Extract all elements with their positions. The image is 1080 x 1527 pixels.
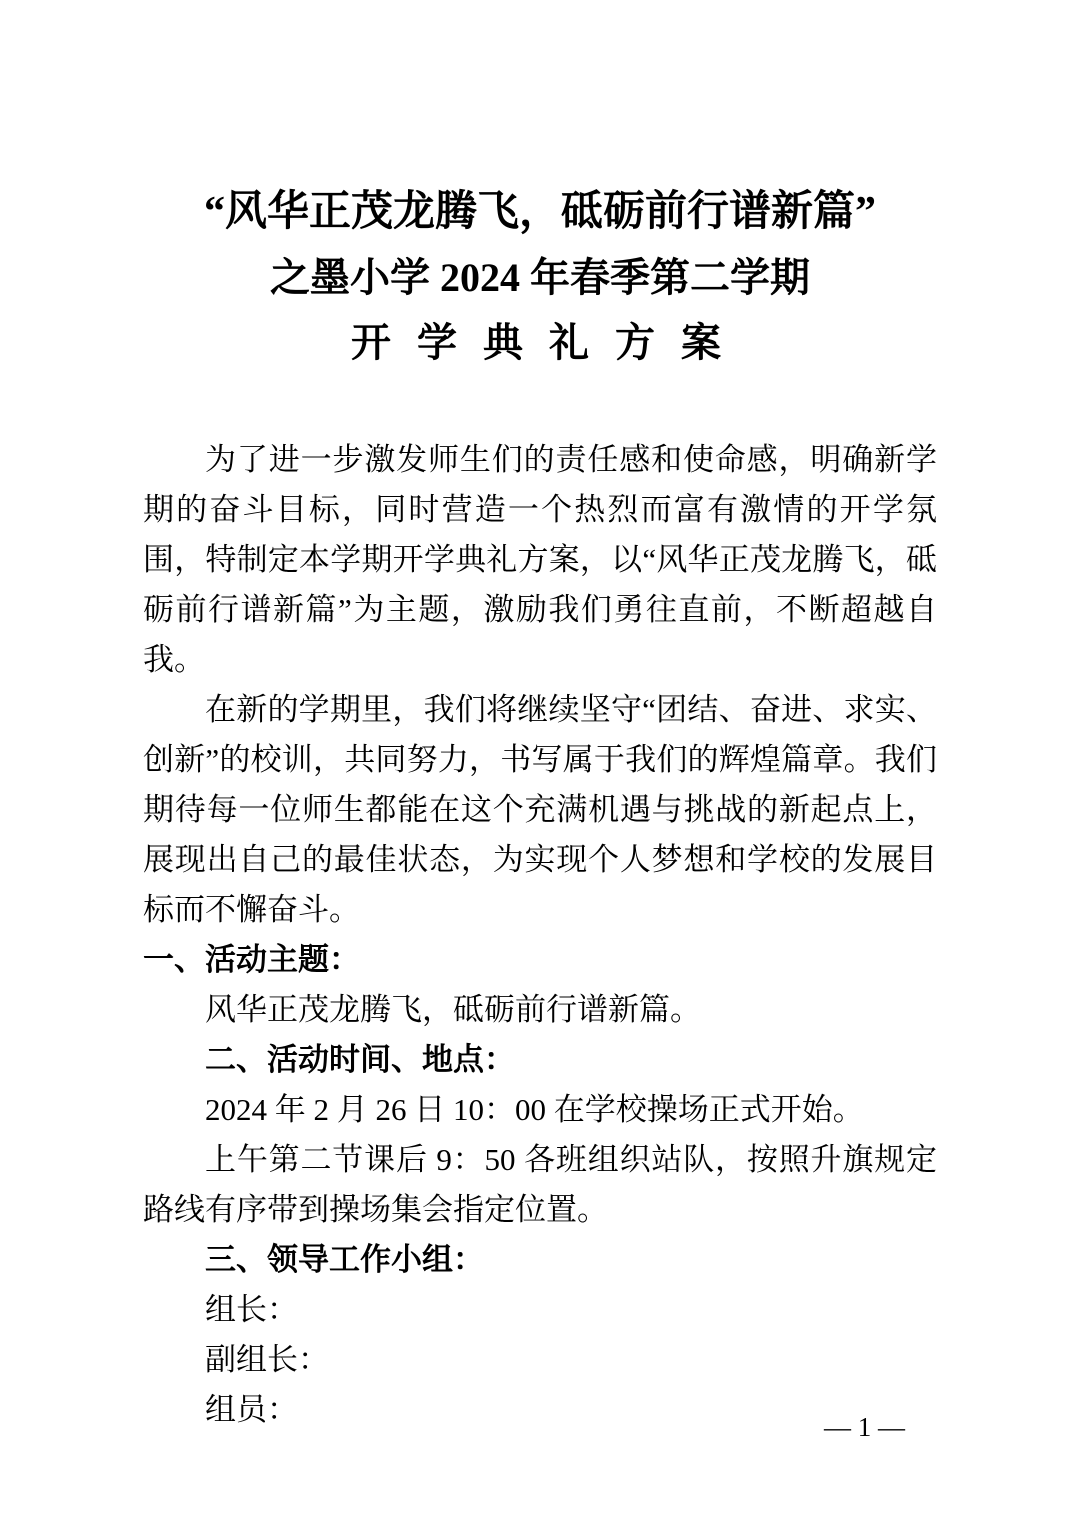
- section-heading-time-place: 二、活动时间、地点：: [205, 1042, 515, 1077]
- section-item-deputy-leader: 副组长：: [205, 1342, 329, 1377]
- section-item-assembly-instructions: 上午第二节课后 9：50 各班组织站队，按照升旗规定路线有序带到操场集会指定位置。: [143, 1142, 937, 1227]
- intro-paragraph-2: 在新的学期里，我们将继续坚守“团结、奋进、求实、创新”的校训，共同努力，书写属于我们的辉煌篇章。我们期待每一位师生都能在这个充满机遇与挑战的新起点上，展现出自己的最佳状态，为实现个人梦想和学校的发展目标而不懈奋斗。: [143, 692, 937, 927]
- intro-paragraph-1: 为了进一步激发师生们的责任感和使命感，明确新学期的奋斗目标，同时营造一个热烈而富有激情的开学氛围，特制定本学期开学典礼方案，以“风华正茂龙腾飞，砥砺前行谱新篇”为主题，激励我们勇往直前，不断超越自我。: [143, 442, 937, 677]
- document-title: [143, 180, 937, 375]
- document-body: [143, 435, 937, 1435]
- section-item-group-leader: 组长：: [205, 1292, 298, 1327]
- section-heading-activity-theme: 一、活动主题：: [143, 942, 360, 977]
- page-number: — 1 —: [824, 1412, 905, 1442]
- section-item-theme-text: 风华正茂龙腾飞，砥砺前行谱新篇。: [205, 992, 701, 1027]
- section-heading-leadership-group: 三、领导工作小组：: [205, 1242, 484, 1277]
- title-line-3: 开 学 典 礼 方 案: [351, 320, 729, 365]
- title-line-1: “风华正茂龙腾飞，砥砺前行谱新篇”: [203, 189, 876, 235]
- section-item-start-time: 2024 年 2 月 26 日 10：00 在学校操场正式开始。: [205, 1092, 864, 1127]
- page-footer: [824, 1412, 905, 1442]
- section-item-group-members: 组员：: [205, 1392, 298, 1427]
- title-line-2: 之墨小学 2024 年春季第二学期: [270, 255, 810, 300]
